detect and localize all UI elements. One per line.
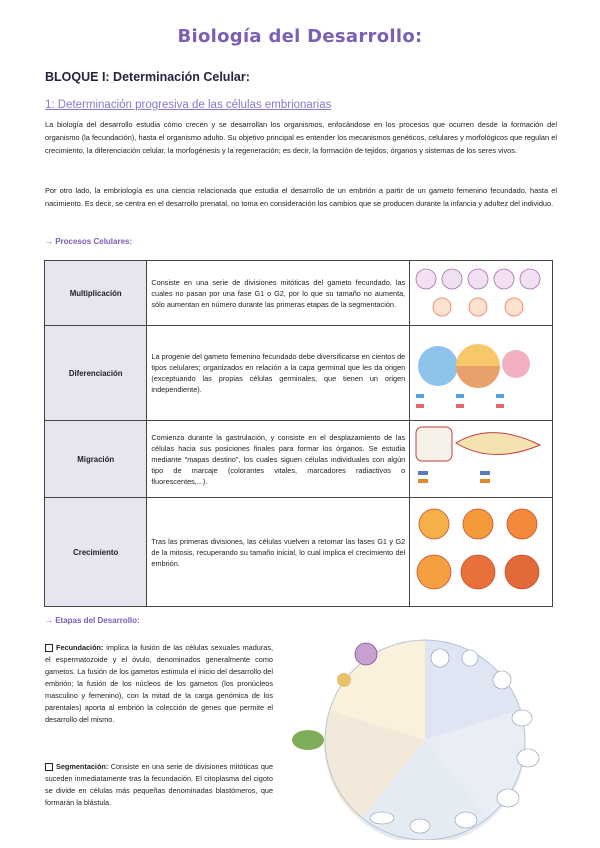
checkbox-icon	[45, 763, 53, 771]
process-table	[44, 260, 553, 607]
stage-label: Fecundación:	[56, 643, 104, 652]
checkbox-icon	[45, 644, 53, 652]
process-description: La progenie del gameto femenino fecundado debe diversificarse en cientos de tipos celulares; organizados en relación a la capa germinal que les da origen (exceptuando las propias células germinales, que tienen un origen independiente).	[147, 326, 410, 421]
process-description: Comienza durante la gastrulación, y consiste en el desplazamiento de las células hacia sus posiciones finales para formar los órganos. Se estudia mediante "mapas destino", los cuales siguen células individuales con algún tipo de marcaje (colorantes vitales, marcadores radiactivos o fluorescentes,...).	[147, 421, 410, 498]
etapas-heading: → Etapas del Desarrollo:	[45, 616, 140, 625]
page-title: Biología del Desarrollo:	[177, 26, 423, 47]
process-label: Multiplicación	[45, 261, 147, 326]
process-description: Consiste en una serie de divisiones mitóticas del gameto fecundado, las cuales no pasan por una fase G1 o G2, por lo que su tamaño no aumenta, sólo aumentan en número durante las primeras etapas de la segmentación.	[147, 261, 410, 326]
process-description: Tras las primeras divisiones, las células vuelven a retomar las fases G1 y G2 de la mitosis, recuperando su tamaño inicial, lo cual implica el crecimiento del embrión.	[147, 498, 410, 607]
table-row	[45, 326, 553, 421]
stage-description: Consiste en una serie de divisiones mitóticas que suceden inmediatamente tras la fecundación. El citoplasma del cigoto se divide en células más pequeñas denominadas blastómeros, que formarán la blástula.	[45, 762, 273, 807]
differentiation-figure	[410, 326, 553, 421]
process-label: Crecimiento	[45, 498, 147, 607]
intro-paragraph: La biología del desarrollo estudia cómo crecen y se desarrollan los organismos, enfocándose en los procesos que ocurren desde la formación del organismo (la fecundación), hasta el organismo adulto. Su objetivo principal es entender los mecanismos genéticos, celulares y morfológicos que regulan el crecimiento, la diferenciación celular, la morfogénesis y la regeneración; es decir, la formación de tejidos, órganos y sistemas de los seres vivos.	[45, 120, 557, 155]
stage-segmentacion	[45, 761, 273, 809]
procesos-heading: → Procesos Celulares:	[45, 237, 133, 246]
embryology-paragraph: Por otro lado, la embriología es una ciencia relacionada que estudia el desarrollo de un embrión a partir de un gameto femenino fecundado, hasta el nacimiento. Es decir, se centra en el desarrollo prenatal, no toma en consideración los cambios que se producen durante la infancia y adultez del individuo.	[45, 186, 557, 208]
migration-figure	[410, 421, 553, 498]
process-label: Diferenciación	[45, 326, 147, 421]
table-row	[45, 498, 553, 607]
development-cycle-figure	[290, 630, 560, 840]
stage-label: Segmentación:	[56, 762, 109, 771]
block-title: BLOQUE I: Determinación Celular:	[45, 70, 250, 84]
table-row	[45, 261, 553, 326]
section-title: 1: Determinación progresiva de las células embrionarias	[45, 99, 332, 111]
process-label: Migración	[45, 421, 147, 498]
growth-figure	[410, 498, 553, 607]
multiplication-figure	[410, 261, 553, 326]
stage-description: implica la fusión de las células sexuales maduras, el espermatozoide y el óvulo, denominados generalmente como gametos. La fusión de los gametos estimula el inicio del desarrollo del embrión; la fusión de los núcleos de los gametos (los pronúcleos masculino y femenino), con la mitad de la carga genómica de los parentales) aporta al embrión la colección de genes que permite el desarrollo del mismo.	[45, 643, 273, 724]
table-row	[45, 421, 553, 498]
stage-fecundacion	[45, 642, 273, 726]
